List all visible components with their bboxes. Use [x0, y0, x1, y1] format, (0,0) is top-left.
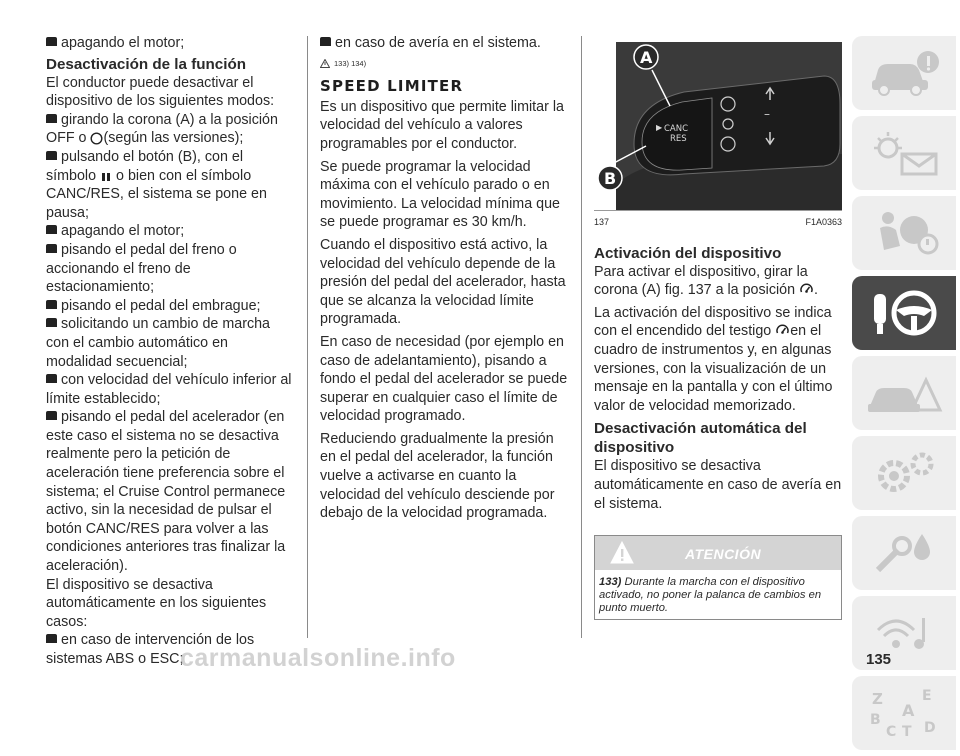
- pause-icon: [100, 171, 112, 183]
- bullet-icon: [46, 225, 57, 234]
- figure-caption: [594, 210, 842, 232]
- warning-triangle-icon: [609, 540, 635, 566]
- index-letter-b: B: [870, 712, 881, 728]
- wrench-drop-icon: [864, 526, 944, 580]
- tab-emergency[interactable]: [852, 356, 956, 430]
- list-item: con velocidad del vehículo inferior al límite establecido;: [46, 372, 292, 407]
- list-item: pisando el pedal del freno o accionando el freno de estacionamiento;: [46, 241, 237, 296]
- bullet-icon: [46, 244, 57, 253]
- paragraph: En caso de necesidad (por ejemplo en caso de adelantamiento), pisando a fondo el pedal del acelerador se puede superar en cualquier caso el límite de velocidad programado.: [320, 333, 568, 425]
- tab-safety[interactable]: [852, 196, 956, 270]
- svg-text:–: –: [764, 107, 770, 121]
- warning-header: [595, 536, 841, 570]
- lever-illustration: [594, 34, 842, 210]
- paragraph: Reduciendo gradualmente la presión en el pedal del acelerador, la función vuelve a activarse en cuanto la velocidad del vehículo desciende por debajo de la velocidad programada.: [320, 430, 555, 522]
- speed-limiter-gauge-icon: [799, 282, 814, 297]
- index-letter-z: Z: [872, 690, 883, 708]
- off-circle-icon: [90, 132, 103, 145]
- column-3: [594, 34, 842, 620]
- paragraph: Cuando el dispositivo está activo, la velocidad del vehículo depende de la presión del pedal del acelerador, hasta que se alcanza la velocidad límite programada.: [320, 236, 566, 328]
- bullet-icon: [46, 318, 57, 327]
- label-b: B: [604, 169, 617, 188]
- section-heading: Desactivación de la función: [46, 55, 247, 73]
- list-item: pisando el pedal del acelerador (en este caso el sistema no se desactiva realmente pero la petición de aceleración tiene preferencia sobre el sistema; el Cruise Control permanece activo, sin la necesidad de pulsar el botón CANC/RES para volver a las condiciones anteriores tras finalizar la aceleración).: [46, 409, 286, 575]
- index-letter-c: C: [886, 724, 897, 740]
- figure-lever: [594, 34, 842, 210]
- section-heading: Activación del dispositivo: [594, 244, 782, 262]
- list-item: solicitando un cambio de marcha con el cambio automático en modalidad secuencial;: [46, 316, 271, 370]
- tab-maintenance[interactable]: [852, 436, 956, 510]
- index-letter-e: E: [922, 688, 932, 704]
- bullet-icon: [46, 151, 57, 160]
- bullet-icon: [46, 374, 57, 383]
- bullet-icon: [46, 37, 57, 46]
- breakdown-icon: [864, 366, 944, 420]
- alphabet-index-icon: [864, 686, 944, 740]
- res-label: RES: [670, 134, 687, 144]
- chapter-tabs: [852, 36, 960, 756]
- section-heading: Desactivación automática del dispositivo: [594, 420, 807, 457]
- label-a: A: [640, 48, 653, 67]
- watermark: carmanualsonline.info: [180, 644, 456, 672]
- index-letter-t: T: [902, 724, 912, 740]
- airbag-icon: [864, 206, 944, 260]
- gears-icon: [864, 446, 944, 500]
- paragraph: Se puede programar la velocidad máxima con el vehículo parado o en movimiento. La velocidad mínima que se puede programar es 30 km/h.: [320, 158, 560, 231]
- bullet-icon: [46, 114, 57, 123]
- column-divider: [307, 36, 308, 638]
- column-2: [320, 34, 568, 527]
- list-item: pulsando el botón (B), con el símbolo o bien con el símbolo CANC/RES, el sistema se pone en pausa;: [46, 148, 267, 221]
- index-letter-a: A: [902, 701, 915, 720]
- bullet-icon: [46, 300, 57, 309]
- paragraph: El dispositivo se desactiva automáticamente en caso de avería en el sistema.: [594, 458, 842, 512]
- bullet-icon: [46, 634, 57, 643]
- list-item: girando la corona (A) a la posición OFF o (según las versiones);: [46, 111, 278, 147]
- bullet-icon: [46, 411, 57, 420]
- list-item: pisando el pedal del embrague;: [46, 297, 294, 316]
- column-1: [46, 34, 294, 669]
- speed-limiter-warning-light-icon: [775, 323, 790, 338]
- figure-code: F1A0363: [805, 217, 842, 227]
- figure-number: 137: [594, 217, 610, 227]
- warning-references: 133) 134): [320, 55, 568, 74]
- list-item: en caso de intervención de los sistemas ABS o ESC;: [46, 632, 255, 667]
- warning-title: ATENCIÓN: [685, 546, 762, 563]
- warning-box: [594, 535, 842, 620]
- section-title: SPEED LIMITER: [320, 77, 464, 96]
- paragraph: Es un dispositivo que permite limitar la velocidad del vehículo a valores programables por el conductor.: [320, 98, 564, 152]
- paragraph: Para activar el dispositivo, girar la corona (A) fig. 137 a la posición .: [594, 263, 819, 299]
- list-item: apagando el motor;: [46, 222, 294, 241]
- list-item: en caso de avería en el sistema.: [320, 34, 568, 53]
- page-number: 135: [866, 651, 892, 668]
- paragraph: La activación del dispositivo se indica con el encendido del testigo en el cuadro de instrumentos y, en algunas versiones, con la visualización de un mensaje en la pantalla y con el último valor de velocidad memorizado.: [594, 304, 833, 414]
- svg-text:▶: ▶: [656, 123, 663, 132]
- column-divider: [581, 36, 582, 638]
- tab-vehicle-info[interactable]: [852, 36, 956, 110]
- car-info-icon: [864, 46, 944, 100]
- tab-starting-driving[interactable]: [852, 276, 956, 350]
- tab-index[interactable]: [852, 676, 956, 750]
- lights-message-icon: [864, 126, 944, 180]
- paragraph: El conductor puede desactivar el dispositivo de los siguientes modos:: [46, 74, 275, 110]
- tab-lights-messages[interactable]: [852, 116, 956, 190]
- paragraph: El dispositivo se desactiva automáticamente en los siguientes casos:: [46, 576, 267, 630]
- list-item: apagando el motor;: [46, 34, 294, 53]
- warning-triangle-icon: [320, 59, 330, 68]
- index-letter-d: D: [924, 720, 936, 736]
- steering-wheel-icon: [864, 286, 944, 340]
- bullet-icon: [320, 37, 331, 46]
- warning-text: 133) Durante la marcha con el dispositivo activado, no poner la palanca de cambios en punto muerto.: [599, 576, 822, 615]
- canc-label: CANC: [664, 124, 689, 134]
- tab-technical-data[interactable]: [852, 516, 956, 590]
